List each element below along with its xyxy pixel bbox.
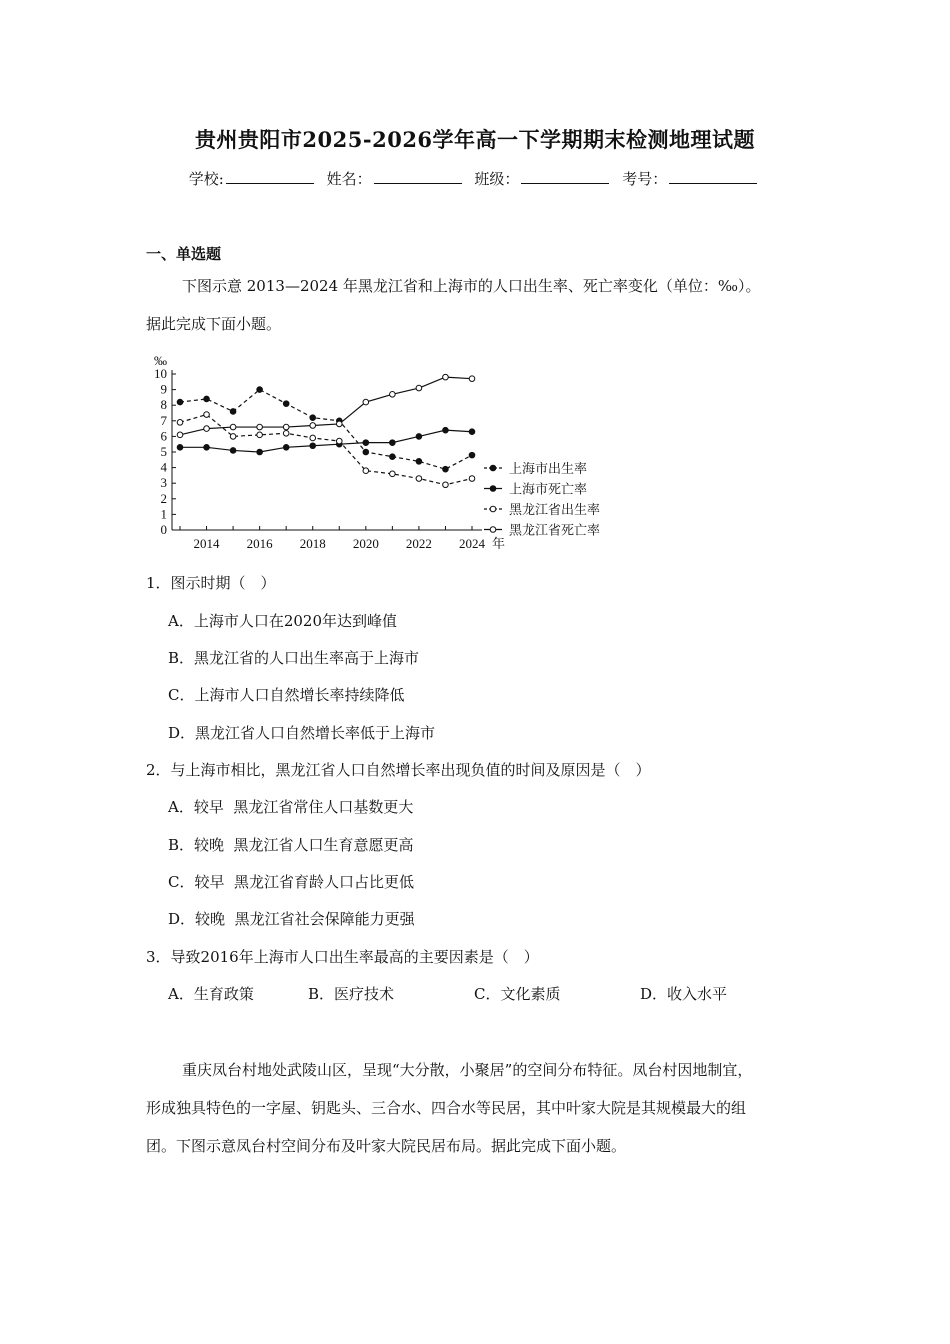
- legend-label: 黑龙江省出生率: [509, 502, 601, 517]
- x-tick-label: 2022: [405, 536, 432, 551]
- data-point: [283, 424, 289, 430]
- question-3-stem: 3．导致2016年上海市人口出生率最高的主要因素是（ ）: [146, 948, 539, 966]
- data-point: [336, 421, 342, 427]
- x-axis-unit-label: 年: [492, 536, 506, 551]
- data-point: [204, 426, 210, 432]
- y-tick-label: 0: [160, 522, 167, 537]
- data-point: [204, 396, 210, 402]
- y-tick-label: 5: [160, 444, 167, 459]
- y-tick-label: 9: [160, 381, 167, 397]
- data-point: [230, 409, 236, 415]
- data-point: [230, 424, 236, 430]
- data-point: [469, 376, 475, 382]
- y-tick-label: 10: [154, 366, 167, 381]
- data-point: [230, 448, 236, 454]
- data-point: [390, 440, 396, 446]
- q2-option-a[interactable]: A．较早 黑龙江省常住人口基数更大: [168, 798, 414, 816]
- name-label: 姓名：: [326, 170, 372, 188]
- data-point: [363, 399, 369, 405]
- q1-option-a[interactable]: A．上海市人口在2020年达到峰值: [168, 612, 398, 630]
- data-point: [283, 401, 289, 407]
- y-tick-label: 7: [160, 412, 167, 428]
- legend-marker: [490, 527, 496, 533]
- student-info-line: [0, 168, 950, 189]
- page-title: 贵州贵阳市2025-2026学年高一下学期期末检测地理试题: [194, 127, 756, 152]
- y-tick-label: 2: [160, 490, 167, 506]
- question-2-stem: 2．与上海市相比，黑龙江省人口自然增长率出现负值的时间及原因是（ ）: [146, 761, 651, 779]
- data-point: [257, 424, 263, 430]
- data-point: [230, 434, 236, 440]
- data-point: [257, 432, 263, 438]
- q2-option-c[interactable]: C．较早 黑龙江省育龄人口占比更低: [168, 873, 415, 891]
- school-blank: [226, 169, 314, 184]
- data-point: [177, 420, 183, 426]
- data-point: [257, 449, 263, 455]
- y-tick-label: 8: [160, 397, 167, 413]
- data-point: [416, 459, 422, 465]
- question-1-stem: 1．图示时期（ ）: [146, 574, 276, 592]
- q1-option-b[interactable]: B．黑龙江省的人口出生率高于上海市: [168, 649, 420, 667]
- data-point: [310, 423, 316, 429]
- data-point: [469, 452, 475, 458]
- x-tick-label: 2014: [193, 536, 220, 551]
- legend-label: 上海市出生率: [509, 461, 588, 476]
- number-blank: [669, 169, 757, 184]
- x-tick-label: 2020: [352, 536, 379, 551]
- data-point: [310, 443, 316, 449]
- data-point: [443, 427, 449, 433]
- data-point: [177, 432, 183, 438]
- data-point: [390, 471, 396, 477]
- data-point: [443, 466, 449, 472]
- data-point: [416, 385, 422, 391]
- q3-option-c[interactable]: C．文化素质: [474, 985, 561, 1003]
- data-point: [177, 399, 183, 405]
- q1-option-c[interactable]: C．上海市人口自然增长率持续降低: [168, 686, 405, 704]
- intro2-line3: 团。下图示意凤台村空间分布及叶家大院民居布局。据此完成下面小题。: [146, 1137, 627, 1155]
- data-point: [416, 476, 422, 482]
- legend-marker: [490, 506, 496, 512]
- class-label: 班级：: [474, 170, 520, 188]
- intro-paragraph-2: [146, 1051, 836, 1165]
- data-point: [310, 435, 316, 441]
- data-point: [443, 482, 449, 488]
- data-point: [177, 445, 183, 451]
- data-point: [363, 468, 369, 474]
- q2-option-b[interactable]: B．较晚 黑龙江省人口生育意愿更高: [168, 836, 414, 854]
- q2-option-d[interactable]: D．较晚 黑龙江省社会保障能力更强: [168, 910, 415, 928]
- series-line-3: [180, 377, 472, 435]
- q1-option-d[interactable]: D．黑龙江省人口自然增长率低于上海市: [168, 724, 436, 742]
- data-point: [469, 476, 475, 482]
- data-point: [469, 429, 475, 435]
- data-point: [416, 434, 422, 440]
- q3-option-a[interactable]: A．生育政策: [168, 985, 254, 1003]
- section-heading: 一、单选题: [146, 245, 222, 263]
- data-point: [283, 430, 289, 436]
- legend-label: 上海市死亡率: [509, 481, 588, 497]
- data-point: [204, 412, 210, 418]
- chart-svg: [146, 350, 616, 555]
- number-label: 考号：: [622, 170, 668, 188]
- intro1-line1: 下图示意 2013—2024 年黑龙江省和上海市的人口出生率、死亡率变化（单位：‰）。: [182, 277, 761, 295]
- data-point: [363, 440, 369, 446]
- name-blank: [374, 169, 462, 184]
- legend-marker: [490, 486, 496, 492]
- y-tick-label: 6: [160, 428, 167, 444]
- data-point: [390, 454, 396, 460]
- intro-paragraph-1: [146, 267, 826, 343]
- intro1-line2: 据此完成下面小题。: [146, 315, 282, 333]
- q3-option-d[interactable]: D．收入水平: [640, 985, 728, 1003]
- x-tick-label: 2024: [459, 536, 485, 551]
- intro2-line1: 重庆凤台村地处武陵山区，呈现“大分散，小聚居”的空间分布特征。凤台村因地制宜，: [182, 1061, 753, 1079]
- data-point: [257, 387, 263, 393]
- q3-option-b[interactable]: B．医疗技术: [308, 985, 395, 1003]
- y-tick-label: 1: [160, 506, 167, 522]
- x-tick-label: 2018: [299, 536, 326, 551]
- y-tick-label: 4: [160, 459, 167, 475]
- data-point: [283, 445, 289, 451]
- data-point: [443, 374, 449, 380]
- data-point: [336, 438, 342, 444]
- school-label: 学校:: [188, 170, 224, 188]
- y-axis-unit-label: ‰: [154, 353, 167, 368]
- x-tick-label: 2016: [246, 536, 273, 551]
- series-line-1: [180, 430, 472, 452]
- data-point: [390, 391, 396, 397]
- y-tick-label: 3: [160, 475, 167, 491]
- legend-marker: [490, 465, 496, 471]
- population-rate-chart: [146, 350, 616, 555]
- data-point: [363, 449, 369, 455]
- legend-label: 黑龙江省死亡率: [509, 522, 601, 538]
- data-point: [204, 445, 210, 451]
- data-point: [310, 415, 316, 421]
- class-blank: [521, 169, 609, 184]
- intro2-line2: 形成独具特色的一字屋、钥匙头、三合水、四合水等民居，其中叶家大院是其规模最大的组: [146, 1099, 747, 1117]
